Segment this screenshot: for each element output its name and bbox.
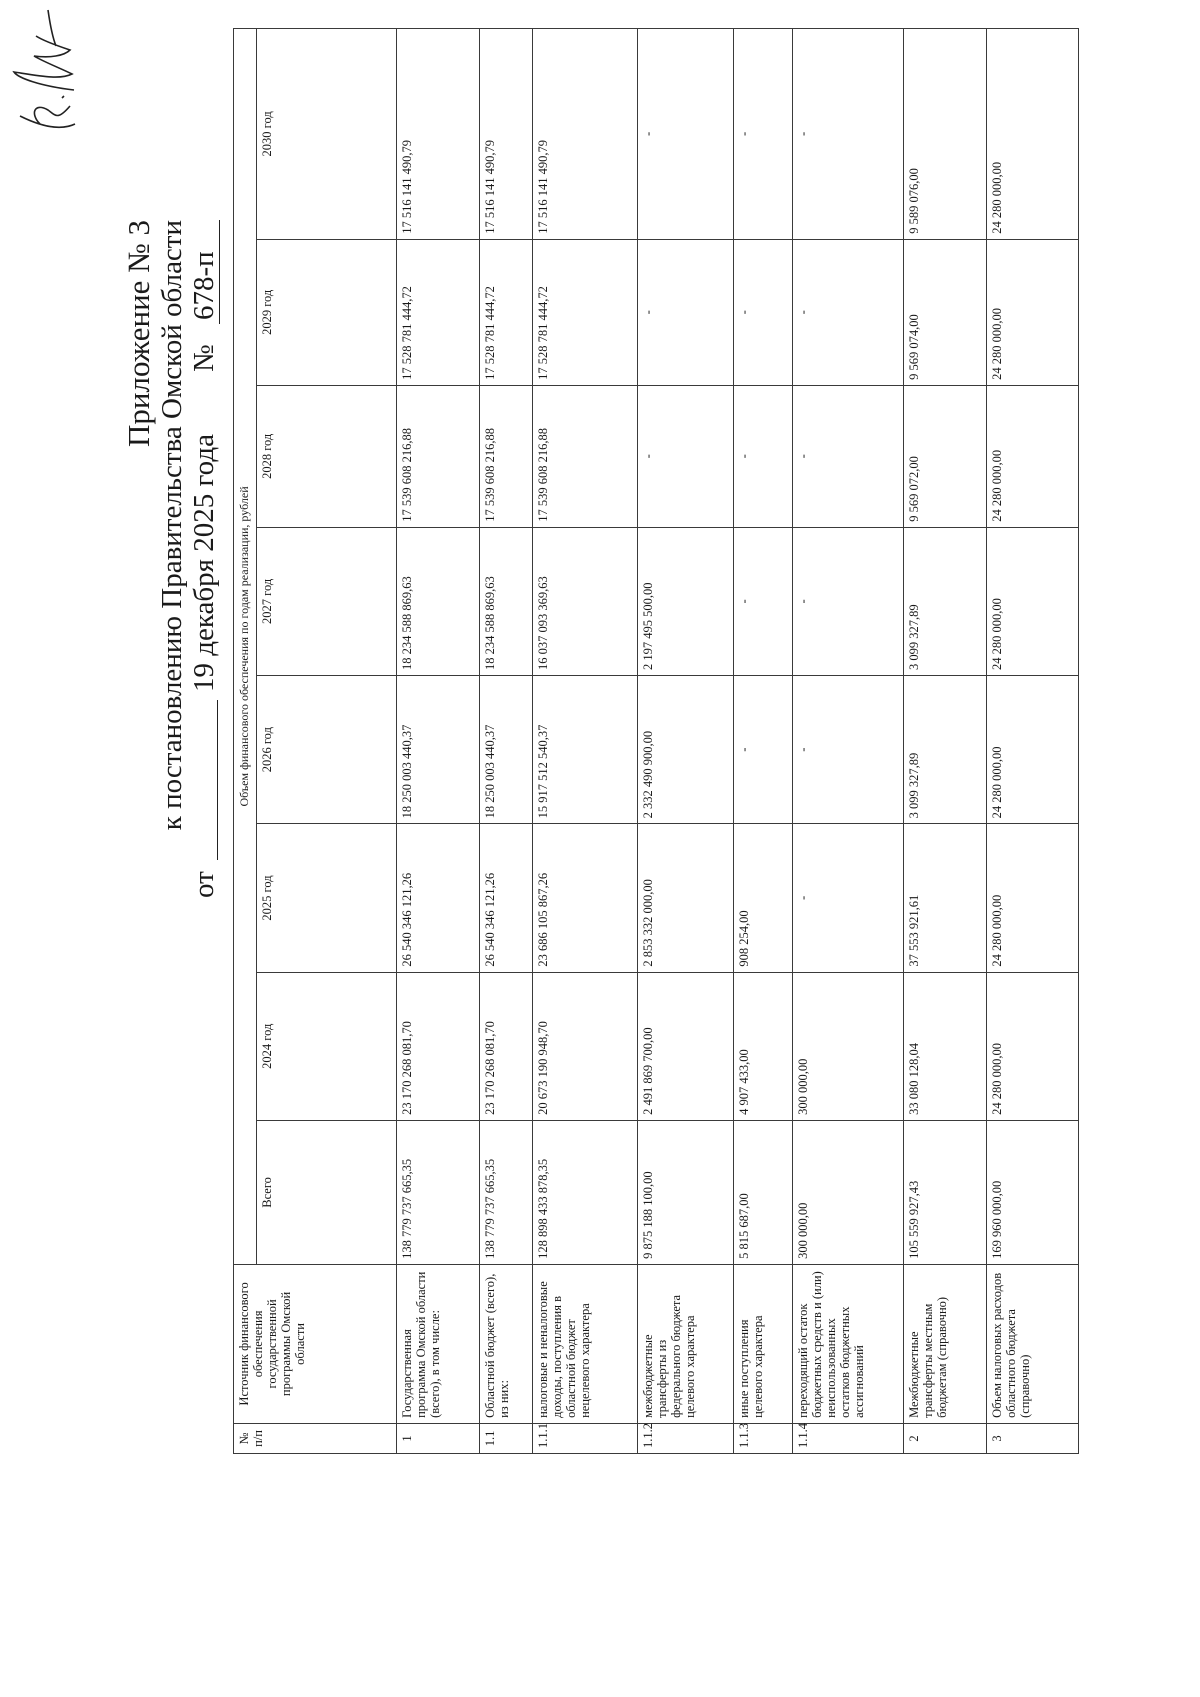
cell-value: 9 569 072,00 [904,385,987,527]
cell-value: - [733,385,793,527]
cell-value: 23 170 268 081,70 [397,972,480,1120]
resolution-date: 19 декабря 2025 года [188,434,220,692]
cell-value: - [793,239,904,385]
cell-value: - [733,676,793,824]
row-source: Объем налоговых расходов областного бюджета (справочно) [987,1264,1079,1423]
col-header-year: 2026 год [257,676,397,824]
row-source: налоговые и неналоговые доходы, поступления в областной бюджет нецелевого характера [533,1264,637,1423]
row-number: 1 [397,1423,480,1453]
cell-value: 24 280 000,00 [987,676,1079,824]
table-row [637,29,733,1454]
cell-value: 2 197 495 500,00 [637,527,733,675]
cell-value: 17 528 781 444,72 [480,239,533,385]
cell-value: 20 673 190 948,70 [533,972,637,1120]
row-number: 1.1.4 [793,1423,904,1453]
financing-table [233,28,1079,1454]
cell-value: - [733,239,793,385]
cell-value: 17 516 141 490,79 [480,29,533,240]
cell-value: 138 779 737 665,35 [397,1120,480,1264]
cell-value: 24 280 000,00 [987,972,1079,1120]
cell-value: - [637,385,733,527]
row-source: Межбюджетные трансферты местным бюджетам (справочно) [904,1264,987,1423]
number-sign: № [188,344,220,372]
cell-value: 18 250 003 440,37 [397,676,480,824]
col-header-no: № п/п [234,1423,397,1453]
row-source: переходящий остаток бюджетных средств и (или) неиспользованных остатков бюджетных ассигнований [793,1264,904,1423]
row-number: 1.1.1 [533,1423,637,1453]
col-header-group: Объем финансового обеспечения по годам реализации, рублей [234,29,257,1265]
cell-value: 23 686 105 867,26 [533,824,637,972]
cell-value: 17 539 608 216,88 [480,385,533,527]
blank-underline [217,700,218,860]
handwritten-signature [0,6,90,186]
row-source: межбюджетные трансферты из федерального бюджета целевого характера [637,1264,733,1423]
cell-value: - [793,676,904,824]
header-row-group [234,29,257,1454]
cell-value: - [793,527,904,675]
table-row [987,29,1079,1454]
table-row [793,29,904,1454]
resolution-number: 678-п [188,251,220,320]
cell-value: 16 037 093 369,63 [533,527,637,675]
cell-value: - [793,385,904,527]
col-header-year: 2030 год [257,29,397,240]
cell-value: 17 539 608 216,88 [533,385,637,527]
cell-value: 9 589 076,00 [904,29,987,240]
cell-value: 24 280 000,00 [987,385,1079,527]
appendix-title: Приложение № 3 [121,220,156,447]
col-header-source: Источник финансового обеспечения государственной программы Омской области [234,1264,397,1423]
cell-value: 300 000,00 [793,972,904,1120]
cell-value: 17 539 608 216,88 [397,385,480,527]
cell-value: 3 099 327,89 [904,527,987,675]
row-number: 1.1.3 [733,1423,793,1453]
cell-value: 24 280 000,00 [987,239,1079,385]
table-row [480,29,533,1454]
cell-value: 138 779 737 665,35 [480,1120,533,1264]
cell-value: - [733,29,793,240]
row-source: Государственная программа Омской области (всего), в том числе: [397,1264,480,1423]
cell-value: 24 280 000,00 [987,29,1079,240]
cell-value: 3 099 327,89 [904,676,987,824]
cell-value: 17 528 781 444,72 [397,239,480,385]
cell-value: 26 540 346 121,26 [397,824,480,972]
table-row [397,29,480,1454]
cell-value: 5 815 687,00 [733,1120,793,1264]
cell-value: 300 000,00 [793,1120,904,1264]
header-row-years [257,29,397,1454]
row-number: 2 [904,1423,987,1453]
cell-value: 17 528 781 444,72 [533,239,637,385]
row-source: иные поступления целевого характера [733,1264,793,1423]
cell-value: 2 332 490 900,00 [637,676,733,824]
row-number: 1.1 [480,1423,533,1453]
table-row [533,29,637,1454]
cell-value: 26 540 346 121,26 [480,824,533,972]
cell-value: 33 080 128,04 [904,972,987,1120]
resolution-reference: к постановлению Правительства Омской области [156,220,188,831]
col-header-year: 2025 год [257,824,397,972]
cell-value: 4 907 433,00 [733,972,793,1120]
cell-value: 24 280 000,00 [987,824,1079,972]
cell-value: - [793,29,904,240]
cell-value: - [637,29,733,240]
cell-value: 17 516 141 490,79 [533,29,637,240]
cell-value: 37 553 921,61 [904,824,987,972]
row-number: 3 [987,1423,1079,1453]
number-underline [219,220,220,324]
cell-value: 18 250 003 440,37 [480,676,533,824]
col-header-year: 2024 год [257,972,397,1120]
col-header-year: 2027 год [257,527,397,675]
col-header-total: Всего [257,1120,397,1264]
cell-value: 105 559 927,43 [904,1120,987,1264]
row-source: Областной бюджет (всего), из них: [480,1264,533,1423]
resolution-date-line [188,220,222,920]
cell-value: - [733,527,793,675]
row-number: 1.1.2 [637,1423,733,1453]
cell-value: - [637,239,733,385]
cell-value: 2 853 332 000,00 [637,824,733,972]
cell-value: 24 280 000,00 [987,527,1079,675]
cell-value: 23 170 268 081,70 [480,972,533,1120]
table-row [733,29,793,1454]
cell-value: 17 516 141 490,79 [397,29,480,240]
cell-value: - [793,824,904,972]
cell-value: 18 234 588 869,63 [397,527,480,675]
col-header-year: 2028 год [257,385,397,527]
cell-value: 2 491 869 700,00 [637,972,733,1120]
cell-value: 128 898 433 878,35 [533,1120,637,1264]
cell-value: 9 569 074,00 [904,239,987,385]
cell-value: 15 917 512 540,37 [533,676,637,824]
appendix-heading [122,220,222,920]
cell-value: 908 254,00 [733,824,793,972]
cell-value: 9 875 188 100,00 [637,1120,733,1264]
table-row [904,29,987,1454]
col-header-year: 2029 год [257,239,397,385]
from-label: от [188,871,220,898]
cell-value: 169 960 000,00 [987,1120,1079,1264]
cell-value: 18 234 588 869,63 [480,527,533,675]
